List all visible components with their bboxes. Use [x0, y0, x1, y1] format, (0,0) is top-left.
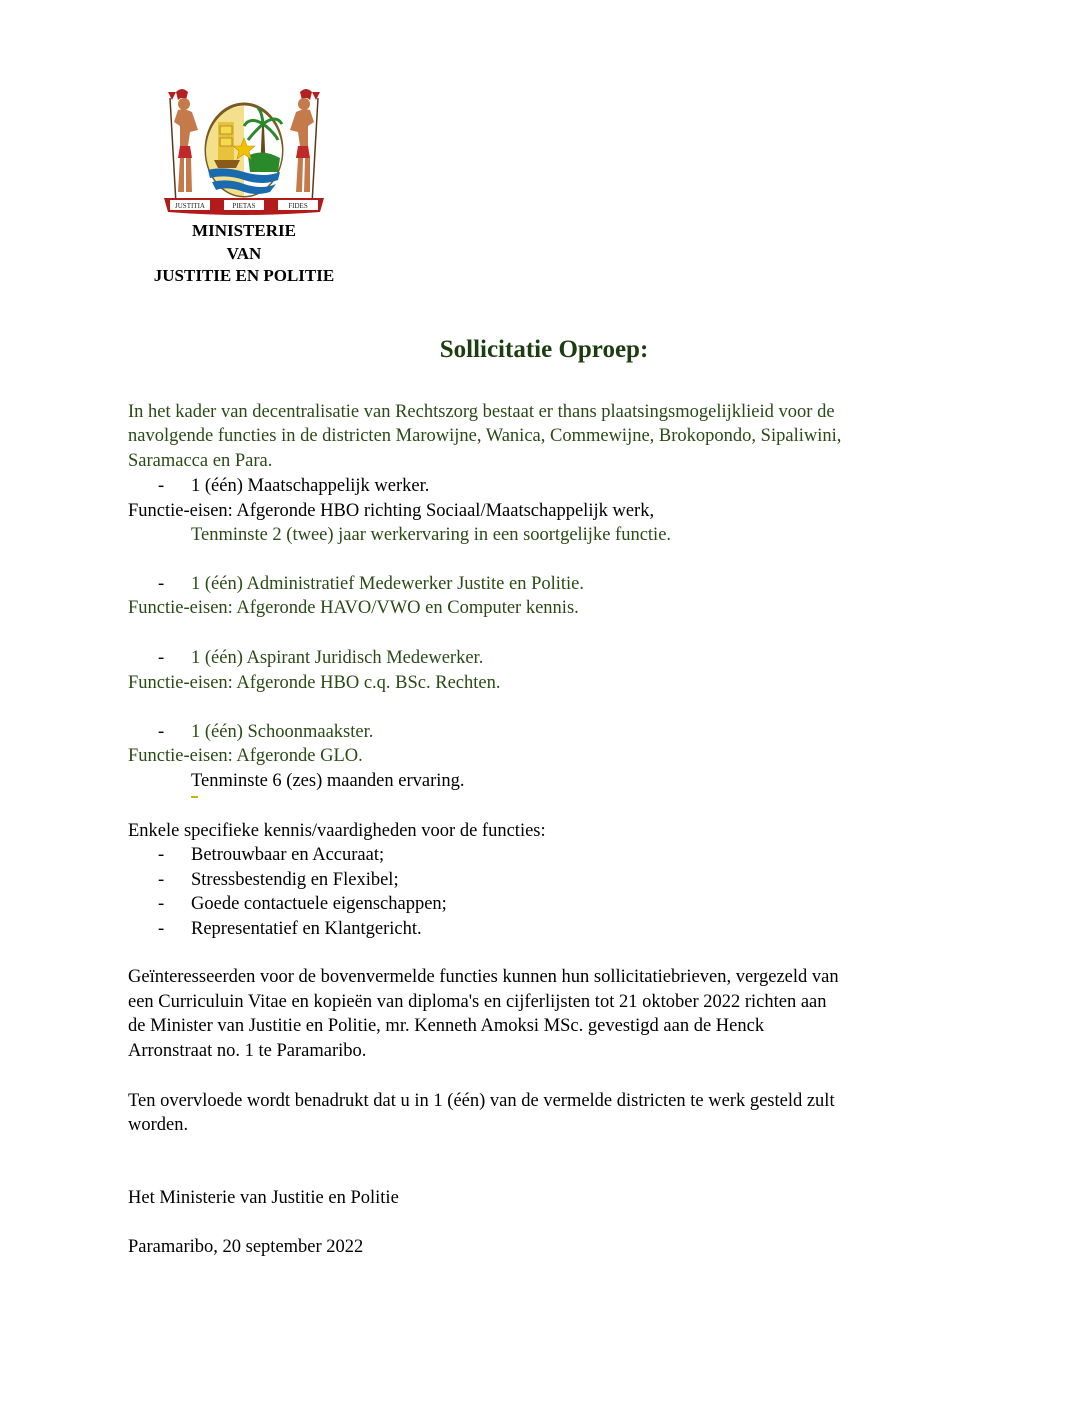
skills-heading: Enkele specifieke kennis/vaardigheden voor de functies:: [128, 821, 546, 841]
skill-2-dash: -: [158, 870, 165, 890]
motto-center: PIETAS: [232, 202, 256, 210]
position-3-requirements: Functie-eisen: Afgeronde HBO c.q. BSc. Rechten.: [128, 673, 501, 693]
position-2-requirements: Functie-eisen: Afgeronde HAVO/VWO en Computer kennis.: [128, 598, 579, 618]
application-line-1: Geïnteresseerden voor de bovenvermelde functies kunnen hun sollicitatiebrieven, vergezeld van: [128, 967, 839, 987]
right-supporter-figure: [290, 89, 320, 204]
skill-4: Representatief en Klantgericht.: [191, 919, 422, 939]
motto-ribbon: [164, 198, 324, 215]
note-line-2: worden.: [128, 1115, 189, 1135]
signature: Het Ministerie van Justitie en Politie: [128, 1188, 399, 1208]
intro-line-2: navolgende functies in de districten Marowijne, Wanica, Commewijne, Brokopondo, Sipaliwini,: [128, 426, 842, 446]
ministry-line-3: JUSTITIE EN POLITIE: [153, 266, 335, 285]
ministry-line-2: VAN: [226, 243, 262, 263]
left-supporter-figure: [168, 89, 198, 204]
position-4-requirements: Functie-eisen: Afgeronde GLO.: [128, 746, 363, 766]
position-1-requirements: Functie-eisen: Afgeronde HBO richting Sociaal/Maatschappelijk werk,: [128, 501, 655, 521]
position-1-title: 1 (één) Maatschappelijk werker.: [191, 476, 430, 496]
position-3-title: 1 (één) Aspirant Juridisch Medewerker.: [191, 648, 484, 668]
ministry-line-1: MINISTERIE: [192, 221, 296, 240]
position-4-title: 1 (één) Schoonmaakster.: [191, 722, 374, 742]
position-1-extra: Tenminste 2 (twee) jaar werkervaring in een soortgelijke functie.: [191, 525, 672, 545]
page-title: Sollicitatie Oproep:: [439, 336, 649, 363]
intro-line-1: In het kader van decentralisatie van Rechtszorg bestaat er thans plaatsingsmogelijklieid voor de: [128, 402, 835, 422]
skill-3-dash: -: [158, 894, 165, 914]
stray-mark: [191, 796, 198, 798]
skill-1: Betrouwbaar en Accuraat;: [191, 845, 385, 865]
skill-3: Goede contactuele eigenschappen;: [191, 894, 447, 914]
motto-right: FIDES: [288, 202, 308, 210]
position-2-title: 1 (één) Administratief Medewerker Justite en Politie.: [191, 574, 585, 594]
skill-1-dash: -: [158, 845, 165, 865]
note-line-1: Ten overvloede wordt benadrukt dat u in 1 (één) van de vermelde districten te werk gesteld zult: [128, 1091, 835, 1111]
skill-2: Stressbestendig en Flexibel;: [191, 870, 399, 890]
position-1-dash: -: [158, 476, 165, 496]
motto-left: JUSTITIA: [175, 202, 205, 210]
application-line-4: Arronstraat no. 1 te Paramaribo.: [128, 1041, 367, 1061]
position-4-extra: Tenminste 6 (zes) maanden ervaring.: [191, 771, 465, 791]
intro-line-3: Saramacca en Para.: [128, 451, 273, 471]
position-2-dash: -: [158, 574, 165, 594]
position-3-dash: -: [158, 648, 165, 668]
position-4-dash: -: [158, 722, 165, 742]
skill-4-dash: -: [158, 919, 165, 939]
shield-icon: [206, 104, 282, 196]
application-line-2: een Curriculuin Vitae en kopieën van diploma's en cijferlijsten tot 21 oktober 2022 richten aan: [128, 992, 827, 1012]
ministry-name: [128, 220, 360, 288]
coat-of-arms-emblem: [158, 86, 330, 222]
application-line-3: de Minister van Justitie en Politie, mr. Kenneth Amoksi MSc. gevestigd aan de Henck: [128, 1016, 765, 1036]
place-date: Paramaribo, 20 september 2022: [128, 1237, 364, 1257]
